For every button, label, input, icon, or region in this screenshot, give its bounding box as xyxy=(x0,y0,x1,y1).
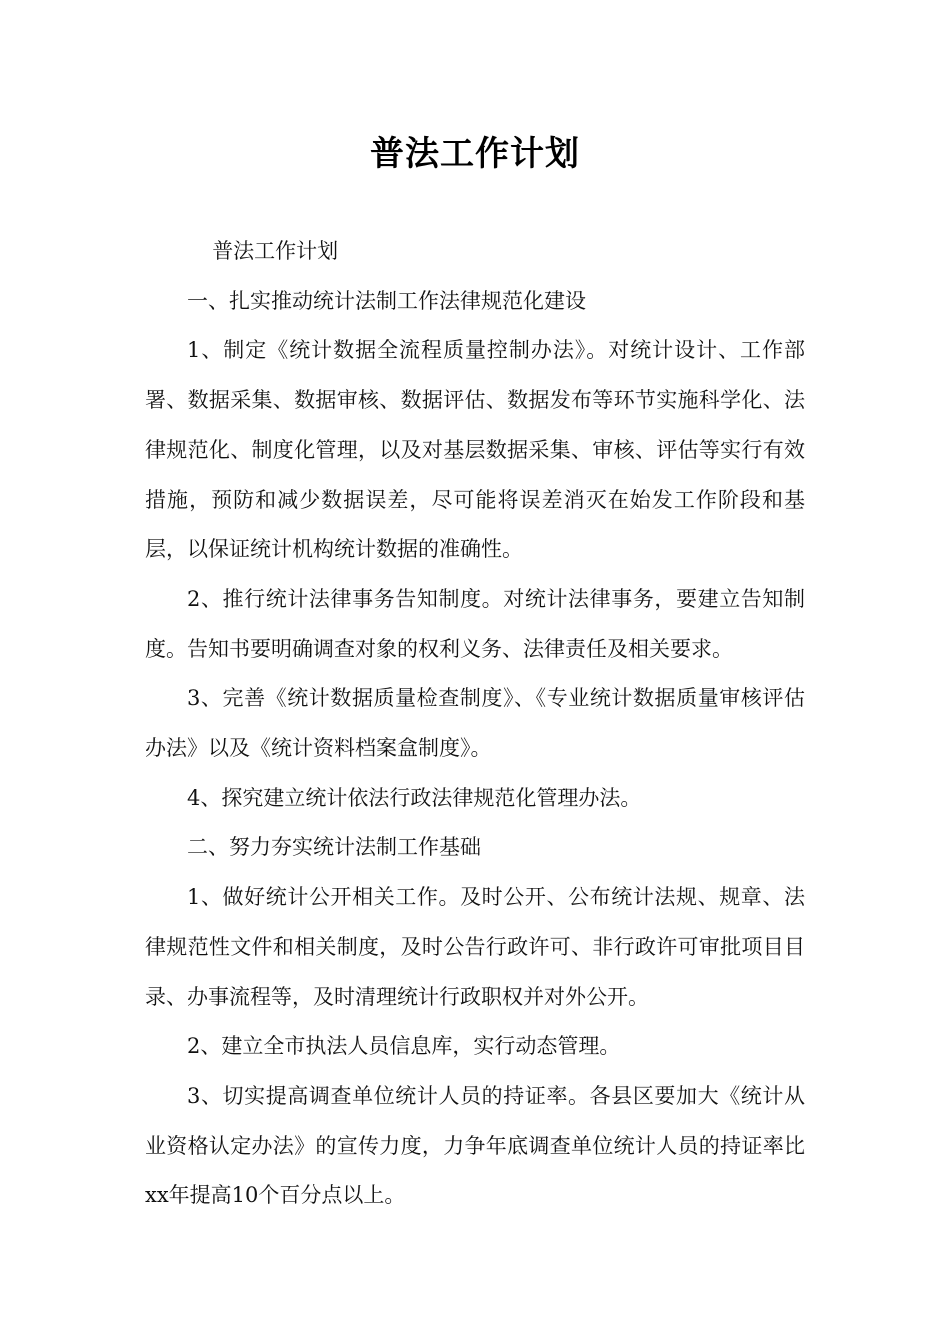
document-title: 普法工作计划 xyxy=(370,134,580,174)
paragraph: 1、制定《统计数据全流程质量控制办法》。对统计设计、工作部署、数据采集、数据审核、数据评估、数据发布等环节实施科学化、法律规范化、制度化管理，以及对基层数据采集、审核、评估等实行有效措施，预防和减少数据误差，尽可能将误差消灭在始发工作阶段和基层，以保证统计机构统计数据的准确性。 xyxy=(145,338,805,562)
paragraph: 2、推行统计法律事务告知制度。对统计法律事务，要建立告知制度。告知书要明确调查对象的权利义务、法律责任及相关要求。 xyxy=(145,586,805,661)
document-subtitle: 普法工作计划 xyxy=(212,239,339,263)
paragraph: 3、完善《统计数据质量检查制度》、《专业统计数据质量审核评估办法》以及《统计资料档案盒制度》。 xyxy=(145,686,805,761)
paragraph: 4、探究建立统计依法行政法律规范化管理办法。 xyxy=(187,785,642,810)
section-heading-1: 一、扎实推动统计法制工作法律规范化建设 xyxy=(187,288,586,313)
paragraph: 1、做好统计公开相关工作。及时公开、公布统计法规、规章、法律规范性文件和相关制度，及时公告行政许可、非行政许可审批项目目录、办事流程等，及时清理统计行政职权并对外公开。 xyxy=(145,885,805,1009)
section-heading-2: 二、努力夯实统计法制工作基础 xyxy=(187,835,481,860)
document-body xyxy=(145,227,805,1221)
paragraph: 2、建立全市执法人员信息库，实行动态管理。 xyxy=(187,1034,621,1059)
paragraph: 3、切实提高调查单位统计人员的持证率。各县区要加大《统计从业资格认定办法》的宣传力度，力争年底调查单位统计人员的持证率比xx年提高10个百分点以上。 xyxy=(145,1083,805,1208)
